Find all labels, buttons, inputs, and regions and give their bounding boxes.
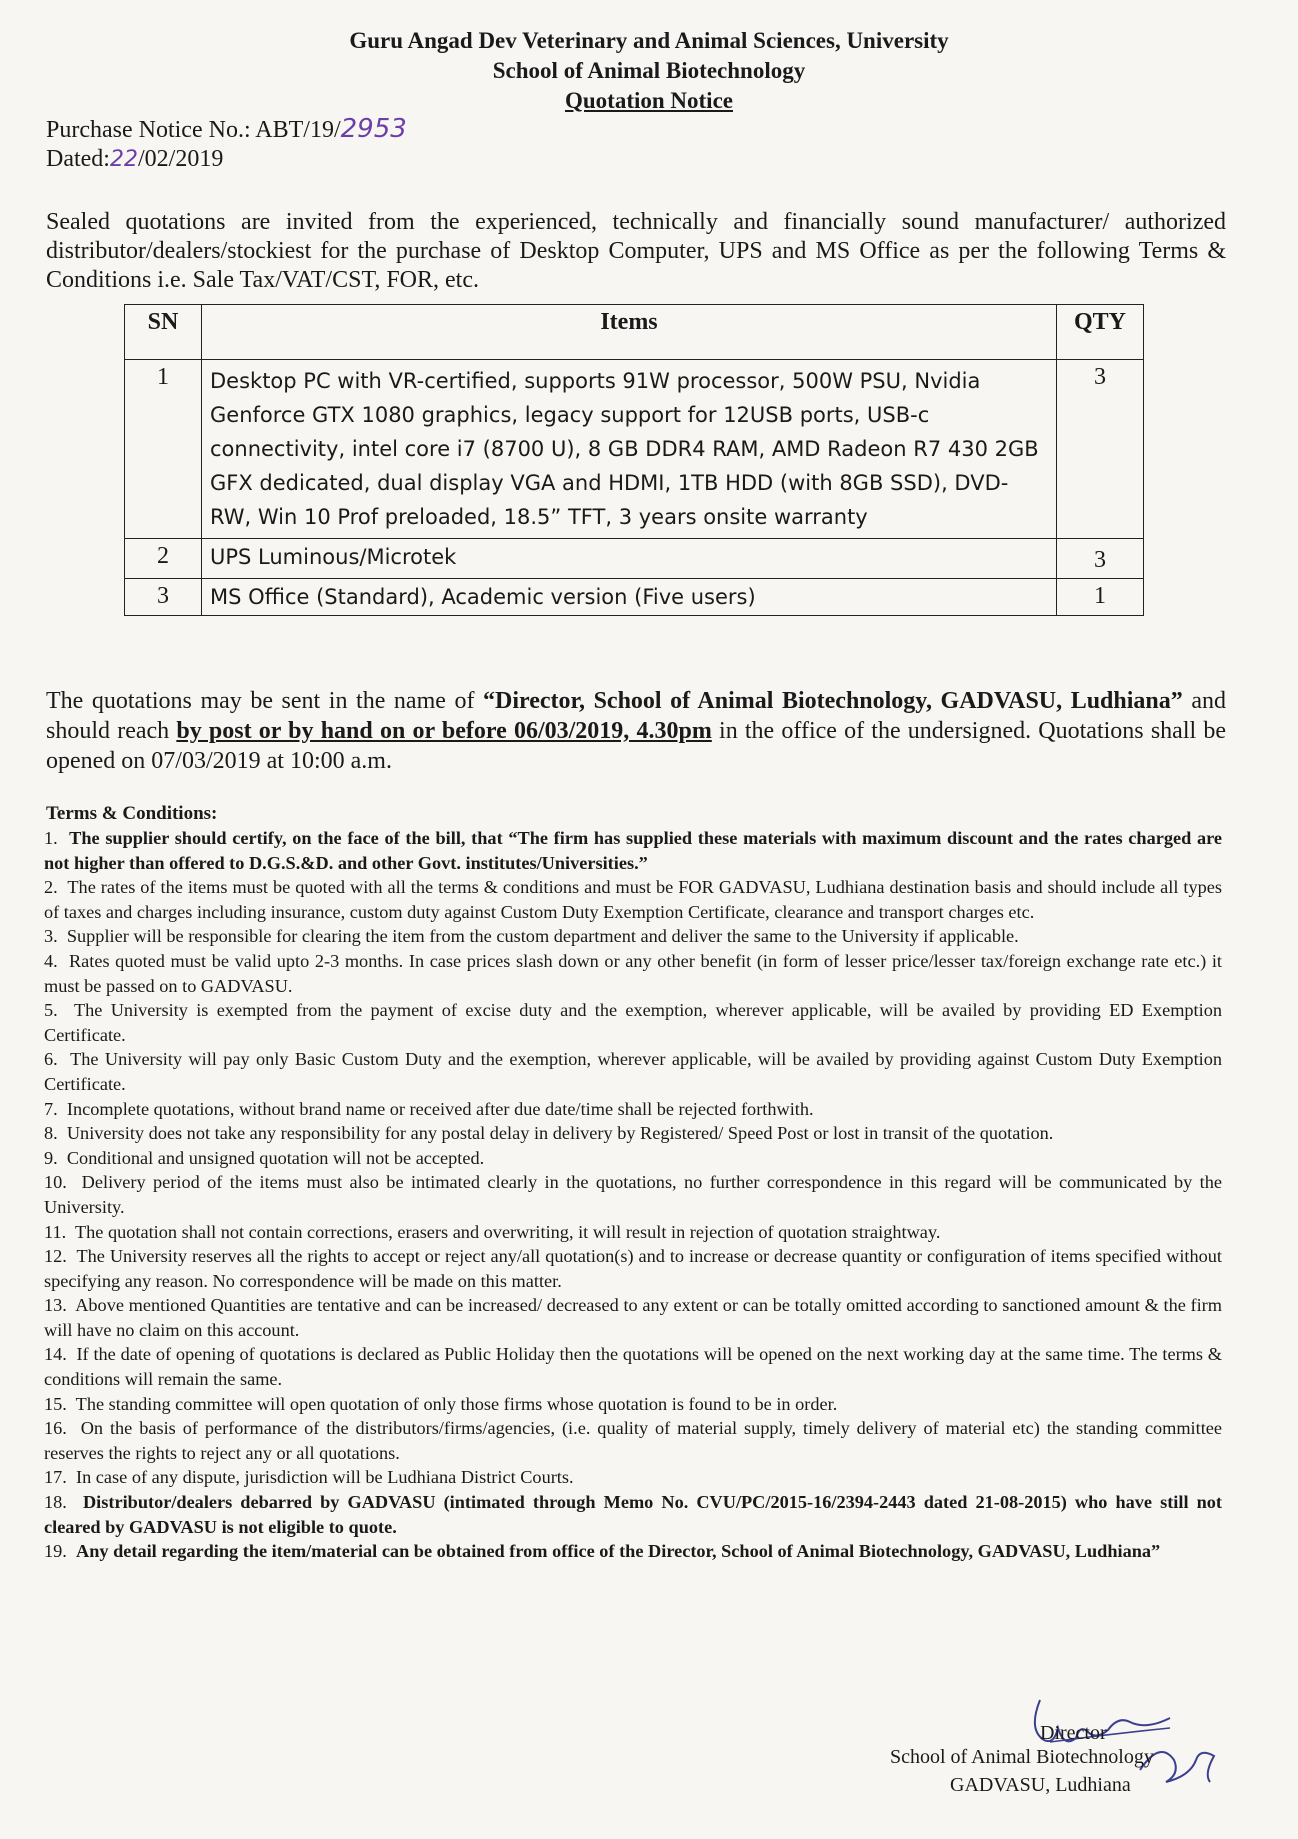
terms-list (44, 826, 1222, 1564)
purchase-notice-number: Purchase Notice No.: ABT/19/2953 (46, 114, 407, 144)
term-item (44, 1220, 1222, 1245)
term-text: The University is exempted from the payment of excise duty and the exemption, wherever applicable, will be availed by providing ED Exemption Certificate. (44, 1000, 1222, 1045)
term-number: 5. (44, 1000, 58, 1021)
terms-title: Terms & Conditions: (46, 803, 218, 824)
term-number: 3. (44, 926, 58, 947)
term-item (44, 1392, 1222, 1417)
term-text: If the date of opening of quotations is declared as Public Holiday then the quotations will be opened on the next working day at the same time. The terms & conditions will remain the same. (44, 1344, 1223, 1390)
term-number: 19. (44, 1541, 67, 1562)
signature-school: School of Animal Biotechnology (890, 1746, 1154, 1768)
notice-date: Dated:22/02/2019 (46, 146, 224, 172)
row-item: UPS Luminous/Microtek (202, 539, 1057, 579)
term-text: The standing committee will open quotation of only those firms whose quotation is found to be in order. (75, 1393, 838, 1414)
term-number: 11. (44, 1221, 67, 1242)
header-items: Items (202, 305, 1057, 360)
term-text: The rates of the items must be quoted with all the terms & conditions and must be FOR GADVASU, Ludhiana destination basis and should include all types of taxes and charges including insurance, custom duty against Custom Duty Exemption Certificate, clearance and transport charges etc. (44, 877, 1223, 922)
term-item (44, 1293, 1222, 1342)
term-number: 9. (44, 1147, 58, 1168)
term-number: 1. (44, 828, 58, 848)
term-text: Rates quoted must be valid upto 2-3 months. In case prices slash down or any other benefit (in form of lesser price/lesser tax/foreign exchange rate etc.) it must be passed on to GADVASU. (44, 950, 1223, 996)
row-qty: 3 (1057, 360, 1144, 539)
term-item (44, 1047, 1222, 1096)
term-text: University does not take any responsibility for any postal delay in delivery by Registered/ Speed Post or lost in transit of the quotation. (66, 1123, 1054, 1144)
term-text: Distributor/dealers debarred by GADVASU (intimated through Memo No. CVU/PC/2015-16/2394-2443 dated 21-08-2015) who have still not cleared by GADVASU is not eligible to quote. (44, 1492, 1222, 1537)
term-number: 17. (44, 1467, 67, 1488)
term-text: Conditional and unsigned quotation will not be accepted. (66, 1147, 485, 1168)
signature-title: Director (1040, 1722, 1107, 1744)
row-sn: 1 (125, 360, 202, 539)
term-item (44, 1170, 1222, 1219)
term-text: On the basis of performance of the distributors/firms/agencies, (i.e. quality of material supply, timely delivery of material etc) the standing committee reserves the rights to reject any or all quotations. (44, 1418, 1223, 1463)
header-qty: QTY (1057, 305, 1144, 360)
signature-place: GADVASU, Ludhiana (950, 1774, 1131, 1796)
table-row (125, 539, 1144, 579)
items-table (124, 304, 1144, 616)
term-text: Supplier will be responsible for clearing the item from the custom department and deliver the same to the University if applicable. (66, 926, 1019, 947)
term-item (44, 1097, 1222, 1122)
table-row (125, 360, 1144, 539)
term-item (44, 1539, 1222, 1564)
term-item (44, 826, 1222, 875)
handwritten-day: 22 (109, 147, 138, 172)
term-number: 7. (44, 1098, 58, 1119)
row-qty: 3 (1057, 539, 1144, 579)
term-number: 12. (44, 1246, 67, 1267)
term-number: 13. (44, 1295, 67, 1316)
term-item (44, 924, 1222, 949)
term-item (44, 949, 1222, 998)
term-number: 10. (44, 1172, 67, 1193)
row-sn: 3 (125, 579, 202, 616)
row-item: Desktop PC with VR-certified, supports 91W processor, 500W PSU, Nvidia Genforce GTX 1080 graphics, legacy support for 12USB ports, USB-c connectivity, intel core i7 (8700 U), 8 GB DDR4 RAM, AMD Radeon R7 430 2GB GFX dedicated, dual display VGA and HDMI, 1TB HDD (with 8GB SSD), DVD-RW, Win 10 Prof preloaded, 18.5” TFT, 3 years onsite warranty (202, 360, 1057, 539)
term-item (44, 1465, 1222, 1490)
signature-block (890, 1680, 1220, 1830)
term-item (44, 1416, 1222, 1465)
table-header-row (125, 305, 1144, 360)
term-item (44, 1121, 1222, 1146)
term-item (44, 998, 1222, 1047)
university-name: Guru Angad Dev Veterinary and Animal Sciences, University (349, 28, 949, 53)
submission-paragraph: The quotations may be sent in the name of “Director, School of Animal Biotechnology, GADVASU, Ludhiana” and should reach by post or by hand on or before 06/03/2019, 4.30pm in the office of the undersigned. Quotations shall be opened on 07/03/2019 at 10:00 a.m. (46, 688, 1226, 774)
term-text: The quotation shall not contain corrections, erasers and overwriting, it will result in rejection of quotation straightway. (75, 1221, 941, 1242)
notice-title: Quotation Notice (564, 88, 733, 113)
term-item (44, 1490, 1222, 1539)
handwritten-notice-number: 2953 (340, 114, 407, 144)
addressee: “Director, School of Animal Biotechnology, GADVASU, Ludhiana” (483, 688, 1183, 714)
intro-paragraph: Sealed quotations are invited from the experienced, technically and financially sound manufacturer/ authorized distributor/dealers/stockiest for the purchase of Desktop Computer, UPS and MS Office as per the following Terms & Conditions i.e. Sale Tax/VAT/CST, FOR, etc. (46, 209, 1226, 293)
term-number: 14. (44, 1344, 67, 1365)
term-item (44, 1146, 1222, 1171)
row-qty: 1 (1057, 579, 1144, 616)
table-row (125, 579, 1144, 616)
term-item (44, 1342, 1222, 1391)
term-number: 6. (44, 1049, 58, 1070)
term-text: Above mentioned Quantities are tentative and can be increased/ decreased to any extent or can be totally omitted according to sanctioned amount & the firm will have no claim on this account. (44, 1295, 1222, 1340)
term-item (44, 875, 1222, 924)
term-item (44, 1244, 1222, 1293)
header-sn: SN (125, 305, 202, 360)
deadline: by post or by hand on or before 06/03/2019, 4.30pm (176, 718, 712, 744)
term-number: 4. (44, 950, 58, 971)
term-number: 18. (44, 1492, 67, 1513)
term-text: Any detail regarding the item/material can be obtained from office of the Director, School of Animal Biotechnology, GADVASU, Ludhiana” (76, 1541, 1161, 1562)
term-text: Delivery period of the items must also be intimated clearly in the quotations, no further correspondence in this regard will be communicated by the University. (44, 1172, 1222, 1217)
term-number: 2. (44, 877, 58, 898)
term-number: 16. (44, 1418, 67, 1439)
term-text: Incomplete quotations, without brand name or received after due date/time shall be rejected forthwith. (66, 1098, 814, 1119)
row-item: MS Office (Standard), Academic version (Five users) (202, 579, 1057, 616)
term-number: 15. (44, 1393, 67, 1414)
term-text: The supplier should certify, on the face of the bill, that “The firm has supplied these materials with maximum discount and the rates charged are not higher than offered to D.G.S.&D. and other Govt. institutes/Universities.” (44, 828, 1223, 873)
school-name: School of Animal Biotechnology (492, 58, 806, 83)
row-sn: 2 (125, 539, 202, 579)
term-number: 8. (44, 1123, 58, 1144)
term-text: The University reserves all the rights to accept or reject any/all quotation(s) and to increase or decrease quantity or configuration of items specified without specifying any reason. No correspondence will be made on this matter. (44, 1246, 1222, 1291)
term-text: The University will pay only Basic Custom Duty and the exemption, wherever applicable, will be availed by providing against Custom Duty Exemption Certificate. (44, 1049, 1223, 1094)
term-text: In case of any dispute, jurisdiction will be Ludhiana District Courts. (76, 1467, 574, 1488)
